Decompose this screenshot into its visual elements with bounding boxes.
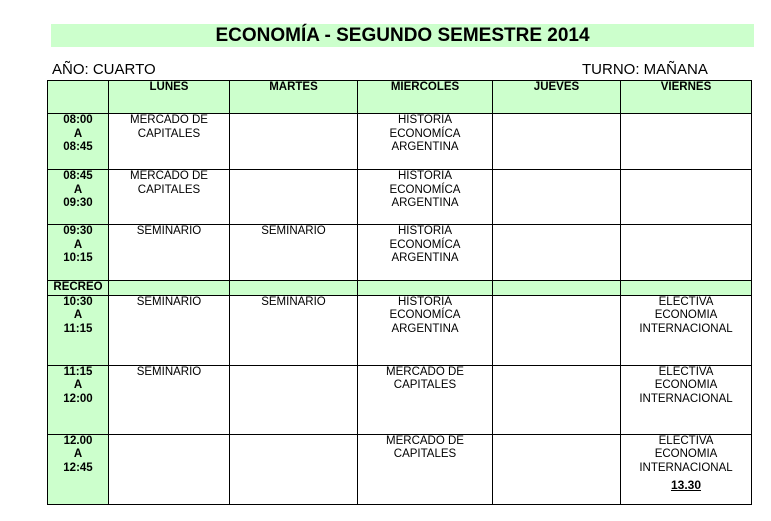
cell-text-line: HISTORIA [397,225,453,237]
class-cell-lunes [109,170,230,225]
cell-text-line: A [73,183,83,196]
class-cell-jueves [493,295,621,365]
cell-text-line: 12:00 [63,392,93,405]
class-cell-martes [230,365,358,434]
cell-text-line: CAPITALES [137,127,201,140]
cell-text-line: INTERNACIONAL [639,392,733,405]
class-cell-miercoles [358,434,493,504]
class-cell-miercoles [358,365,493,434]
page-title: ECONOMÍA - SEGUNDO SEMESTRE 2014 [51,24,754,47]
class-cell-lunes [109,365,230,434]
end-time-note: 13.30 [670,478,702,492]
cell-text-line: 10:15 [63,252,93,264]
cell-text-line: ELECTIVA [658,295,714,308]
cell-text-line: ECONOMÍCA [389,309,461,321]
cell-text-line: CAPITALES [393,448,457,460]
cell-text-line: MERCADO DE [130,114,208,126]
class-cell-jueves [493,225,621,281]
class-cell-miercoles [358,295,493,365]
time-slot-cell [48,170,109,225]
schedule-row [48,170,752,225]
cell-text-line: 10:30 [63,295,93,308]
class-cell-miercoles [358,114,493,170]
cell-text-line: ARGENTINA [391,197,459,209]
recreo-row [48,281,752,296]
time-slot-cell [48,114,109,170]
cell-text-line: ECONOMIA [654,379,718,391]
cell-text-line: 11:15 [63,322,93,335]
cell-text-line: SEMINARIO [136,225,202,237]
cell-text-line: SEMINARIO [261,295,326,308]
class-cell-jueves [493,434,621,504]
class-cell-miercoles [358,170,493,225]
day-header-lunes: LUNES [109,81,230,114]
cell-text-line: 12.00 [63,434,93,447]
cell-text-line: ECONOMIA [654,448,718,460]
day-header-row [48,81,752,114]
class-cell-martes [230,114,358,170]
class-cell-lunes [109,225,230,281]
cell-text-line: A [73,379,83,391]
cell-text-line: 08:45 [63,141,93,153]
cell-text-line: CAPITALES [137,183,201,196]
day-header-miercoles: MIÉRCOLES [358,81,493,114]
cell-text-line: INTERNACIONAL [639,322,733,335]
recreo-cell [109,281,230,296]
cell-text-line: ARGENTINA [391,141,459,153]
class-cell-jueves [493,365,621,434]
cell-text-line: ECONOMÍCA [389,127,461,140]
cell-text-line: ARGENTINA [391,252,459,264]
cell-text-line: HISTORIA [397,114,453,126]
recreo-cell [493,281,621,296]
shift-label: TURNO: MAÑANA [582,61,708,78]
class-cell-viernes [621,365,752,434]
time-slot-cell [48,295,109,365]
schedule-row [48,365,752,434]
recreo-cell [358,281,493,296]
class-cell-viernes [621,434,752,504]
schedule-row [48,434,752,504]
corner-cell [48,81,109,114]
class-cell-viernes [621,225,752,281]
cell-text-line: ECONOMÍCA [389,183,461,196]
class-cell-lunes [109,114,230,170]
cell-text-line: 09:30 [63,225,93,237]
class-cell-viernes [621,170,752,225]
cell-text-line: ECONOMÍCA [389,238,461,251]
class-cell-lunes [109,434,230,504]
day-header-martes: MARTES [230,81,358,114]
time-slot-cell [48,365,109,434]
cell-text-line: 12:45 [63,461,93,474]
recreo-label: RECREO [48,281,109,296]
cell-text-line: SEMINARIO [136,295,202,308]
time-slot-cell [48,225,109,281]
cell-text-line: 08:45 [63,170,93,182]
year-label: AÑO: CUARTO [52,61,156,78]
class-cell-martes [230,295,358,365]
cell-text-line: A [73,127,83,140]
cell-text-line: HISTORIA [397,295,453,308]
schedule-table [47,80,752,505]
day-header-jueves: JUEVES [493,81,621,114]
cell-text-line: MERCADO DE [386,365,464,378]
cell-text-line: MERCADO DE [130,170,208,182]
recreo-cell [230,281,358,296]
cell-text-line: ELECTIVA [658,434,714,447]
class-cell-viernes [621,295,752,365]
cell-text-line: ARGENTINA [391,322,459,335]
cell-text-line: ELECTIVA [658,365,714,378]
schedule-row [48,225,752,281]
cell-text-line: HISTORIA [397,170,453,182]
recreo-cell [621,281,752,296]
time-slot-cell [48,434,109,504]
day-header-viernes: VIERNES [621,81,752,114]
cell-text-line: INTERNACIONAL [639,461,733,474]
cell-text-line: A [73,309,83,321]
cell-text-line: A [73,238,83,251]
cell-text-line: MERCADO DE [386,434,464,447]
schedule-row [48,114,752,170]
cell-text-line: SEMINARIO [136,365,202,378]
cell-text-line: ECONOMIA [654,309,718,321]
cell-text-line: 11:15 [63,365,93,378]
class-cell-lunes [109,295,230,365]
cell-text-line: CAPITALES [393,379,457,391]
class-cell-miercoles [358,225,493,281]
class-cell-viernes [621,114,752,170]
cell-text-line: 09:30 [63,197,93,209]
cell-text-line: SEMINARIO [261,225,326,237]
class-cell-jueves [493,114,621,170]
class-cell-martes [230,170,358,225]
schedule-row [48,295,752,365]
class-cell-martes [230,434,358,504]
class-cell-jueves [493,170,621,225]
cell-text-line: 08:00 [63,114,93,126]
schedule-body [48,114,752,505]
cell-text-line: A [73,448,83,460]
class-cell-martes [230,225,358,281]
